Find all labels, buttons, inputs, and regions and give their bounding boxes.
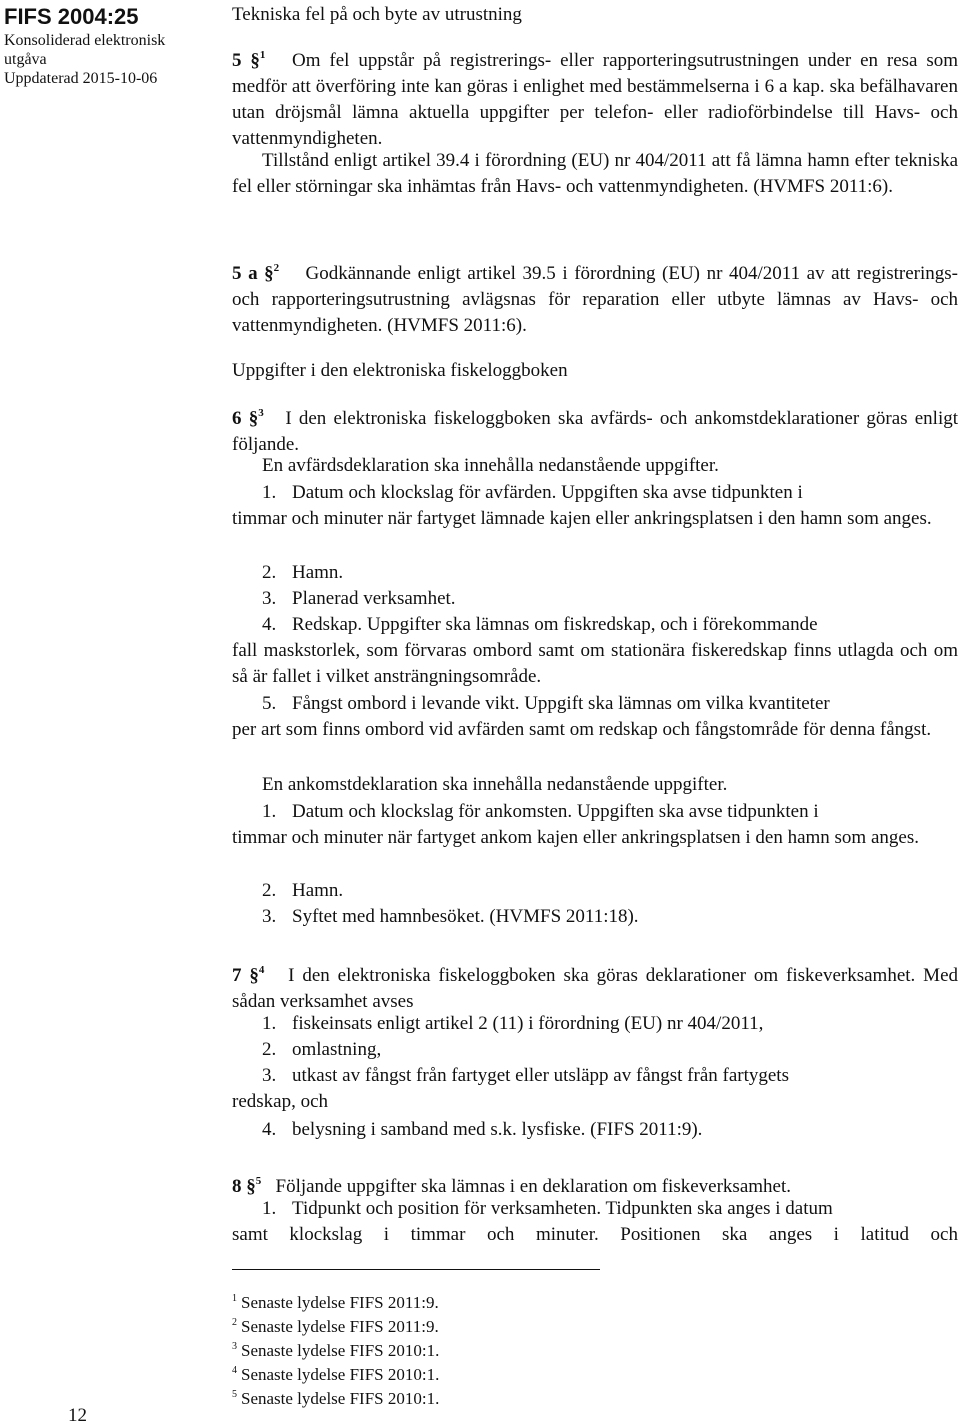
section-text: Följande uppgifter ska lämnas i en deklaration om fiskeverksamhet.: [275, 1176, 791, 1197]
updated-date: Uppdaterad 2015-10-06: [4, 70, 158, 87]
departure-item: [232, 691, 958, 743]
footnote: $^5$ Senaste lydelse FIFS 2010:1.: [232, 1389, 440, 1408]
arrival-intro: En ankomstdeklaration ska innehålla nedanstående uppgifter.: [262, 774, 728, 795]
arrival-item: 2. Hamn.: [262, 880, 344, 901]
edition-line-2: utgåva: [4, 51, 47, 68]
arrival-item: [232, 799, 958, 851]
section-number: 5 §$^1$: [232, 49, 266, 71]
footnote-ref: 3: [258, 407, 264, 419]
section-5a: [232, 255, 958, 339]
section-number: 8 §$^5$: [232, 1175, 262, 1197]
item-first-line: 4. Redskap. Uppgifter ska lämnas om fiskredskap, och i förekommande: [262, 614, 818, 635]
item-first-line: 3. utkast av fångst från fartyget eller utsläpp av fångst från fartygets: [262, 1065, 789, 1086]
declaration-item: [232, 1196, 958, 1248]
section-text: I den elektroniska fiskeloggboken ska göras deklarationer om fiskeverksamhet. Med sådan verksamhet avses: [232, 965, 959, 1012]
item-continuation: timmar och minuter när fartyget ankom kajen eller ankringsplatsen i den hamn som anges.: [232, 827, 919, 848]
section-7: [232, 957, 958, 1015]
sidebar: [0, 0, 215, 1428]
departure-intro: En avfärdsdeklaration ska innehålla nedanstående uppgifter.: [262, 455, 719, 476]
section-number: 7 §$^4$: [232, 964, 265, 986]
footnote: $^1$ Senaste lydelse FIFS 2011:9.: [232, 1293, 439, 1312]
page-number: 12: [68, 1405, 87, 1426]
section-number: 6 §$^3$: [232, 407, 264, 429]
arrival-item: 3. Syftet med hamnbesöket. (HVMFS 2011:18).: [262, 906, 639, 927]
heading-technical-faults: Tekniska fel på och byte av utrustning: [232, 4, 522, 25]
item-continuation: samt klockslag i timmar och minuter. Positionen ska anges i latitud och: [232, 1224, 958, 1245]
departure-item: [232, 480, 958, 532]
footnote-ref: 4: [258, 964, 265, 976]
heading-logbook: Uppgifter i den elektroniska fiskeloggboken: [232, 360, 568, 381]
section-text: I den elektroniska fiskeloggboken ska avfärds- och ankomstdeklarationer göras enligt följande.: [232, 408, 959, 455]
section-text: Godkännande enligt artikel 39.5 i förordning (EU) nr 404/2011 av att registrerings- och rapporteringsutrustning avlägsnas för reparation eller utbyte lämnas av Havs- och vattenmyndigheten. (HVMFS 2011:6).: [232, 263, 959, 336]
section-5-paragraph-2: Tillstånd enligt artikel 39.4 i förordning (EU) nr 404/2011 att få lämna hamn efter tekniska fel eller störningar ska inhämtas från Havs- och vattenmyndigheten. (HVMFS 2011:6).: [232, 150, 958, 197]
activity-item: 1. fiskeinsats enligt artikel 2 (11) i förordning (EU) nr 404/2011,: [262, 1013, 764, 1034]
footnote-ref: 2: [273, 262, 280, 274]
footnote: $^2$ Senaste lydelse FIFS 2011:9.: [232, 1317, 439, 1336]
footnote: $^4$ Senaste lydelse FIFS 2010:1.: [232, 1365, 440, 1384]
section-text: Om fel uppstår på registrerings- eller rapporteringsutrustningen under en resa som medför att överföring inte kan göras i enlighet med bestämmelserna i 6 a kap. ska befälhavaren utan dröjsmål lämna aktuella uppgifter per telefon- eller radioförbindelse till Havs- och vattenmyndigheten.: [232, 50, 959, 149]
item-continuation: fall maskstorlek, som förvaras ombord samt om stationära fiskeredskap finns utlagda och om så är fallet i vilket ansträngningsområde.: [232, 640, 958, 687]
departure-item: [232, 612, 958, 690]
edition-line-1: Konsoliderad elektronisk: [4, 32, 166, 49]
footnote: $^3$ Senaste lydelse FIFS 2010:1.: [232, 1341, 440, 1360]
item-continuation: timmar och minuter när fartyget lämnade kajen eller ankringsplatsen i den hamn som anges.: [232, 508, 932, 529]
activity-item: [232, 1063, 958, 1115]
footnote-ref: 5: [255, 1175, 262, 1187]
activity-item: 2. omlastning,: [262, 1039, 382, 1060]
item-first-line: 1. Datum och klockslag för ankomsten. Uppgiften ska avse tidpunkten i: [262, 801, 819, 822]
footnote-divider: [232, 1269, 600, 1270]
section-6: [232, 400, 958, 458]
footnote-ref: 1: [259, 49, 266, 61]
item-first-line: 1. Datum och klockslag för avfärden. Uppgiften ska avse tidpunkten i: [262, 482, 803, 503]
item-first-line: 1. Tidpunkt och position för verksamheten. Tidpunkten ska anges i datum: [262, 1198, 833, 1219]
section-5: [232, 42, 958, 152]
item-first-line: 5. Fångst ombord i levande vikt. Uppgift ska lämnas om vilka kvantiteter: [262, 693, 830, 714]
departure-item: 2. Hamn.: [262, 562, 344, 583]
activity-item: 4. belysning i samband med s.k. lysfiske. (FIFS 2011:9).: [262, 1119, 703, 1140]
departure-item: 3. Planerad verksamhet.: [262, 588, 456, 609]
section-number: 5 a §$^2$: [232, 262, 280, 284]
document-code: FIFS 2004:25: [4, 4, 139, 29]
item-continuation: redskap, och: [232, 1091, 329, 1112]
item-continuation: per art som finns ombord vid avfärden samt om redskap och fångstområde för denna fångst.: [232, 719, 932, 740]
